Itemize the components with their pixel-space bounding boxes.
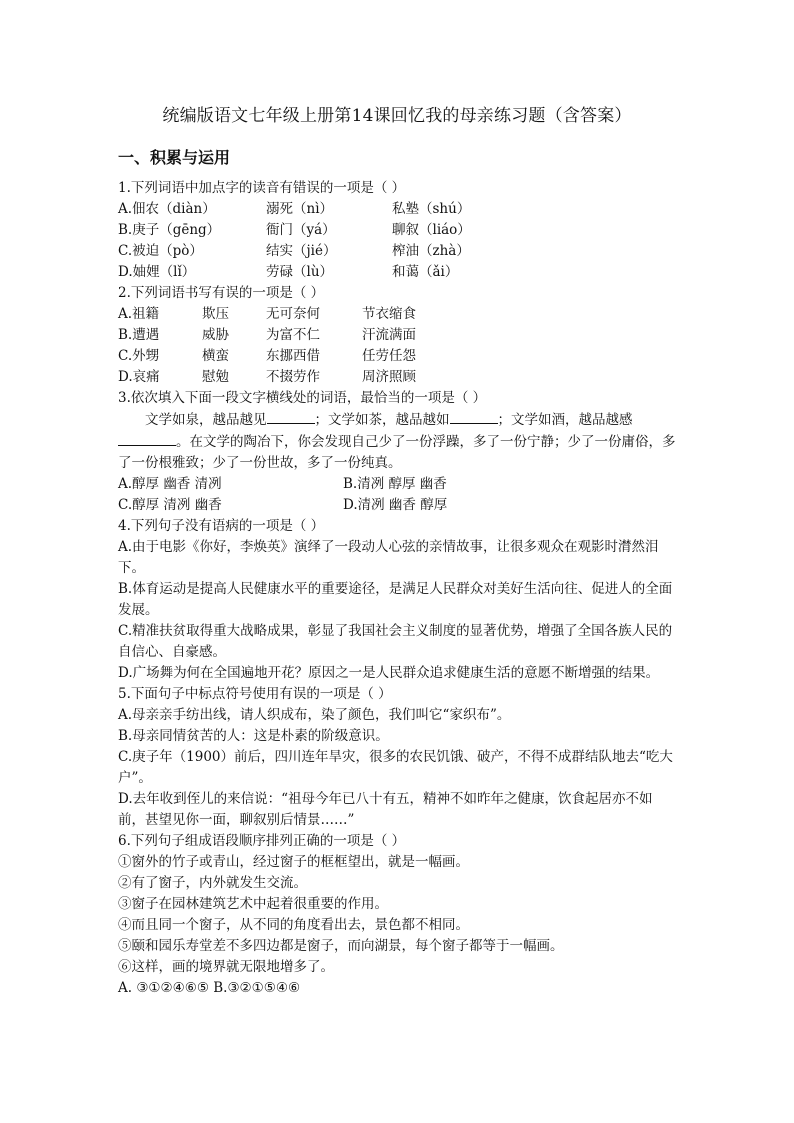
fill-blank — [118, 431, 176, 446]
q2-word: D.哀痛 — [118, 369, 160, 385]
q2-word: 为富不仁 — [266, 327, 320, 343]
fill-blank — [267, 409, 315, 424]
q6-item: ③窗子在园林建筑艺术中起着很重要的作用。 — [118, 896, 388, 912]
q6-item: ②有了窗子，内外就发生交流。 — [118, 875, 307, 891]
q2-word: 欺压 — [202, 306, 229, 322]
q3-option: C.醇厚 清冽 幽香 — [118, 497, 222, 513]
document-title: 统编版语文七年级上册第14课回忆我的母亲练习题（含答案） — [162, 106, 632, 126]
q4-stem: 4.下列句子没有语病的一项是（ ） — [118, 518, 325, 534]
q3-option: D.清冽 幽香 醇厚 — [343, 497, 448, 513]
q1-option-cell: 溺死（nì） — [266, 201, 334, 217]
q4-option: C.精准扶贫取得重大战略成果，彰显了我国社会主义制度的显著优势，增强了全国各族人民的自信心、自豪感。 — [118, 623, 673, 660]
q6-item: ⑤颐和园乐寿堂差不多四边都是窗子，而向湖景，每个窗子都等于一幅画。 — [118, 938, 564, 954]
q1-option-cell: 衙门（yá） — [266, 222, 336, 238]
q1-option-cell: C.被迫（pò） — [118, 243, 203, 259]
q2-word: 不掇劳作 — [266, 369, 320, 385]
q4-option: A.由于电影《你好，李焕英》演绎了一段动人心弦的亲情故事，让很多观众在观影时潸然泪下。 — [118, 539, 659, 576]
q2-word: 威胁 — [202, 327, 229, 343]
q6-item: ④而且同一个窗子，从不同的角度看出去，景色都不相同。 — [118, 917, 469, 933]
q5-option: A.母亲亲手纺出线，请人织成布，染了颜色，我们叫它“家织布”。 — [118, 707, 511, 723]
q2-word: 东挪西借 — [266, 348, 320, 364]
q4-option: D.广场舞为何在全国遍地开花？原因之一是人民群众追求健康生活的意愿不断增强的结果。 — [118, 665, 660, 681]
q2-row — [118, 367, 678, 388]
q5-option: D.去年收到侄儿的来信说：“祖母今年已八十有五，精神不如昨年之健康，饮食起居亦不如前，甚望见你一面，聊叙别后情景……” — [118, 791, 653, 828]
q1-option-cell: 私塾（shú） — [392, 201, 471, 217]
q2-word: B.遭遇 — [118, 327, 160, 343]
q3-passage-part: ；文学如酒，越品越感 — [497, 412, 633, 428]
q5-stem: 5.下面句子中标点符号使用有误的一项是（ ） — [118, 686, 392, 702]
q1-option-cell: D.妯娌（lǐ） — [118, 264, 196, 280]
q2-row — [118, 325, 678, 346]
q2-row — [118, 346, 678, 367]
q3-options-row — [118, 495, 678, 516]
q2-word: 无可奈何 — [266, 306, 320, 322]
q2-word: 横蛮 — [202, 348, 229, 364]
q5-option: B.母亲同情贫苦的人：这是朴素的阶级意识。 — [118, 728, 389, 744]
question-body — [118, 178, 678, 999]
q4-option: B.体育运动是提高人民健康水平的重要途径，是满足人民群众对美好生活向往、促进人的全面发展。 — [118, 581, 673, 618]
q6-stem: 6.下列句子组成语段顺序排列正确的一项是（ ） — [118, 833, 406, 849]
q2-word: C.外甥 — [118, 348, 160, 364]
q1-row — [118, 241, 678, 262]
q1-row — [118, 199, 678, 220]
q2-word: 慰勉 — [202, 369, 229, 385]
q3-passage — [118, 409, 678, 474]
q6-item: ①窗外的竹子或青山，经过窗子的框框望出，就是一幅画。 — [118, 854, 469, 870]
q1-row — [118, 220, 678, 241]
q3-option: A.醇厚 幽香 清冽 — [118, 476, 222, 492]
q1-option-cell: 榨油（zhà） — [392, 243, 470, 259]
section-heading: 一、积累与运用 — [118, 148, 231, 167]
q3-options-row — [118, 474, 678, 495]
q2-word: 周济照顾 — [362, 369, 416, 385]
q2-stem: 2.下列词语书写有误的一项是（ ） — [118, 285, 325, 301]
q3-passage-part: 文学如泉，越品越见 — [145, 412, 267, 428]
q1-option-cell: 结实（jié） — [266, 243, 337, 259]
q2-word: 任劳任怨 — [362, 348, 416, 364]
q2-word: 汗流满面 — [362, 327, 416, 343]
q3-passage-part: 。在文学的陶冶下，你会发现自己少了一份浮躁，多了一份宁静；少了一份庸俗，多了一份根雅致；少了一份世故，多了一份纯真。 — [118, 434, 676, 471]
q3-stem: 3.依次填入下面一段文字横线处的词语，最恰当的一项是（ ） — [118, 390, 487, 406]
q1-row — [118, 262, 678, 283]
q1-option-cell: A.佃农（diàn） — [118, 201, 216, 217]
q3-passage-part: ；文学如茶，越品越如 — [314, 412, 450, 428]
q1-option-cell: 聊叙（liáo） — [392, 222, 471, 238]
fill-blank — [450, 409, 498, 424]
q6-options: A. ③①②④⑥⑤ B.③②①⑤④⑥ — [118, 980, 301, 996]
q2-word: A.祖籍 — [118, 306, 160, 322]
q5-option: C.庚子年（1900）前后，四川连年旱灾，很多的农民饥饿、破产，不得不成群结队地去“吃大户”。 — [118, 749, 673, 786]
q6-item: ⑥这样，画的境界就无限地增多了。 — [118, 959, 334, 975]
q3-option: B.清冽 醇厚 幽香 — [343, 476, 447, 492]
q1-option-cell: 和蔼（ǎi） — [392, 264, 459, 280]
q1-stem: 1.下列词语中加点字的读音有错误的一项是（ ） — [118, 180, 406, 196]
q1-option-cell: B.庚子（gēng） — [118, 222, 221, 238]
q1-option-cell: 劳碌（lù） — [266, 264, 334, 280]
q2-row — [118, 304, 678, 325]
q2-word: 节衣缩食 — [362, 306, 416, 322]
